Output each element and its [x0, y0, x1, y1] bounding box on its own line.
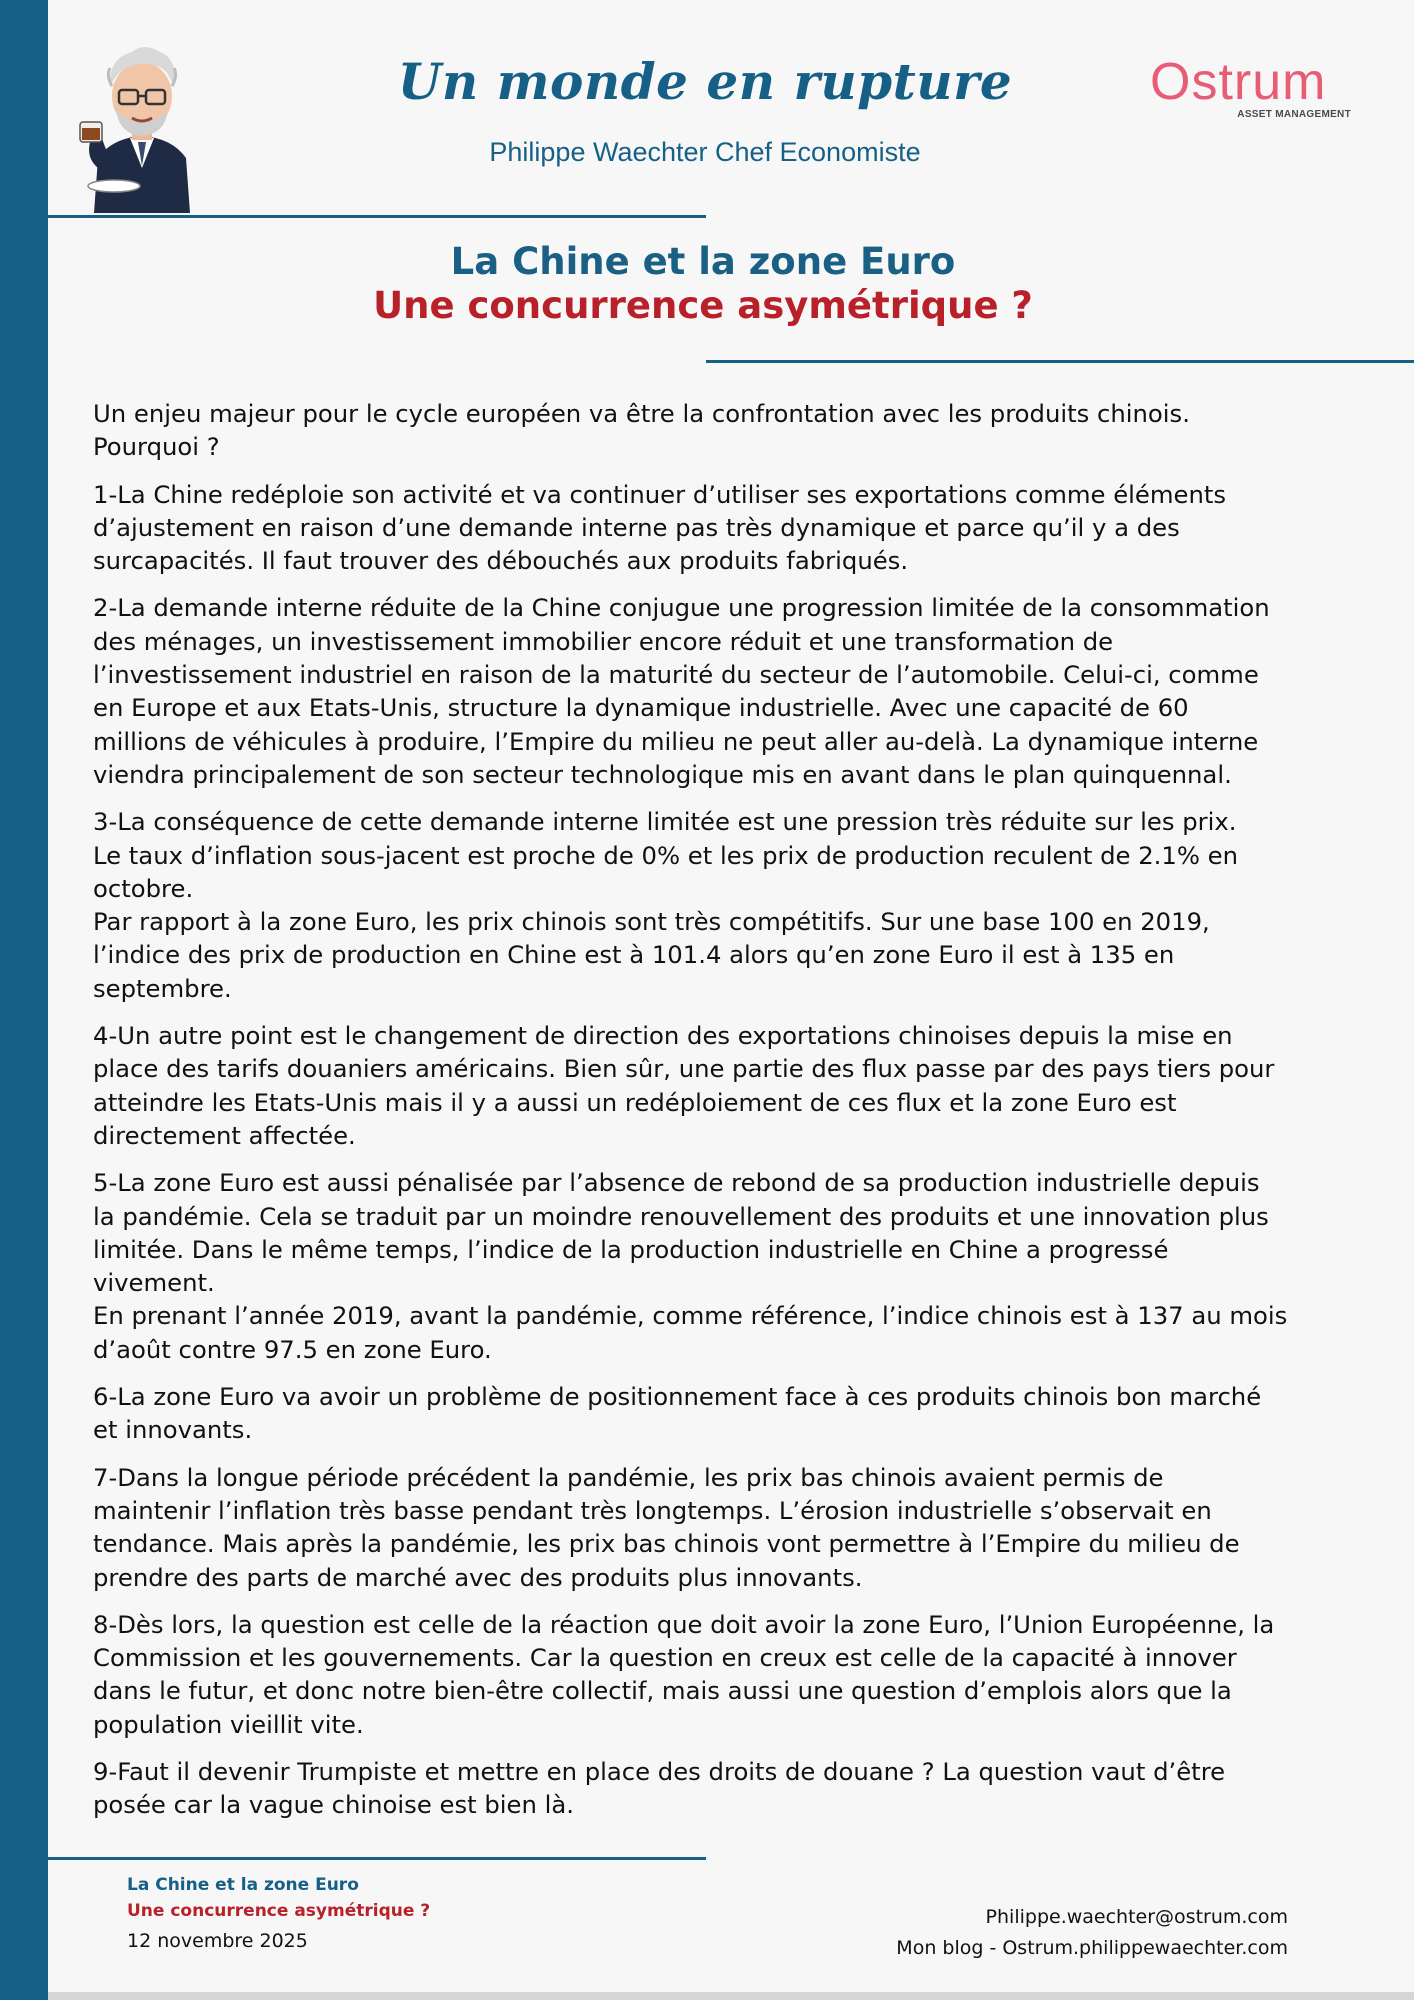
- paragraph-1: 1-La Chine redéploie son activité et va continuer d’utiliser ses exportations comme éléments d’ajustement en raison d’une demande interne pas très dynamique et parce qu’il y a des surcapacités. Il faut trouver des débouchés aux produits fabriqués.: [93, 479, 1227, 576]
- footer-title-line2: Une concurrence asymétrique ?: [127, 1901, 431, 1921]
- paragraph-7: 7-Dans la longue période précédent la pandémie, les prix bas chinois avaient permis de maintenir l’inflation très basse pendant très longtemps. L’érosion industrielle s’observait en tendance. Mais après la pandémie, les prix bas chinois vont permettre à l’Empire du milieu de prendre des parts de marché avec des produits plus innovants.: [93, 1462, 1240, 1592]
- footer-date: 12 novembre 2025: [127, 1930, 308, 1952]
- paragraph-intro: Un enjeu majeur pour le cycle européen va être la confrontation avec les produits chinois. Pourquoi ?: [93, 399, 1190, 462]
- document-title-line2: Une concurrence asymétrique ?: [373, 284, 1033, 327]
- logo-wordmark: Ostrum: [1150, 53, 1327, 111]
- footer-email[interactable]: Philippe.waechter@ostrum.com: [985, 1906, 1288, 1928]
- footer-divider: [48, 1857, 706, 1860]
- paragraph-6: 6-La zone Euro va avoir un problème de positionnement face à ces produits chinois bon marché et innovants.: [93, 1382, 1262, 1445]
- paragraph-4: 4-Un autre point est le changement de direction des exportations chinoises depuis la mise en place des tarifs douaniers américains. Bien sûr, une partie des flux passe par des pays tiers pour atteindre les Etats-Unis mais il y a aussi un redéploiement de ces flux et la zone Euro est directement affectée.: [93, 1021, 1275, 1150]
- document-title: [300, 240, 1106, 328]
- title-divider: [706, 360, 1414, 363]
- paragraph-9: 9-Faut il devenir Trumpiste et mettre en place des droits de douane ? La question vaut d’être posée car la vague chinoise est bien là.: [93, 1756, 1226, 1820]
- footer-blog-link[interactable]: Mon blog - Ostrum.philippewaechter.com: [896, 1937, 1288, 1959]
- left-sidebar-band: [0, 0, 48, 2000]
- header-divider: [48, 215, 706, 218]
- footer-title-line1: La Chine et la zone Euro: [127, 1875, 359, 1895]
- document-title-line1: La Chine et la zone Euro: [450, 240, 956, 283]
- header-subtitle: Philippe Waechter Chef Economiste: [489, 137, 921, 167]
- footer-title-block: [127, 1872, 430, 1954]
- paragraph-8: 8-Dès lors, la question est celle de la réaction que doit avoir la zone Euro, l’Union Européenne, la Commission et les gouvernements. Car la question en creux est celle de la capacité à innover dans le futur, et donc notre bien-être collectif, mais aussi une question d’emplois alors que la population vieillit vite.: [93, 1609, 1275, 1739]
- logo-tagline: ASSET MANAGEMENT: [1237, 109, 1351, 120]
- paragraph-2: 2-La demande interne réduite de la Chine conjugue une progression limitée de la consommation des ménages, un investissement immobilier encore réduit et une transformation de l’investissement industriel en raison de la maturité du secteur de l’automobile. Celui-ci, comme en Europe et aux Etats-Unis, structure la dynamique industrielle. Avec une capacité de 60 millions de véhicules à produire, l’Empire du milieu ne peut aller au-delà. La dynamique interne viendra principalement de son secteur technologique mis en avant dans le plan quinquennal.: [93, 593, 1270, 789]
- header-title: Un monde en rupture: [397, 52, 1013, 111]
- bottom-strip: [48, 1992, 1414, 2000]
- ostrum-logo: [1150, 53, 1355, 126]
- article-body: [93, 397, 1373, 1836]
- paragraph-5: 5-La zone Euro est aussi pénalisée par l’absence de rebond de sa production industrielle depuis la pandémie. Cela se traduit par un moindre renouvellement des produits et une innovation plus limitée. Dans le même temps, l’indice de la production industrielle en Chine a progressé vivement. En prenant l’année 2019, avant la pandémie, comme référence, l’indice chinois est à 137 au mois d’août contre 97.5 en zone Euro.: [93, 1168, 1288, 1364]
- paragraph-3: 3-La conséquence de cette demande interne limitée est une pression très réduite sur les prix. Le taux d’inflation sous-jacent est proche de 0% et les prix de production reculent de 2.1% en octobre. Par rapport à la zone Euro, les prix chinois sont très compétitifs. Sur une base 100 en 2019, l’indice des prix de production en Chine est à 101.4 alors qu’en zone Euro il est à 135 en septembre.: [93, 807, 1239, 1003]
- footer-contact: [896, 1902, 1288, 1964]
- economist-avatar-icon: [72, 38, 212, 213]
